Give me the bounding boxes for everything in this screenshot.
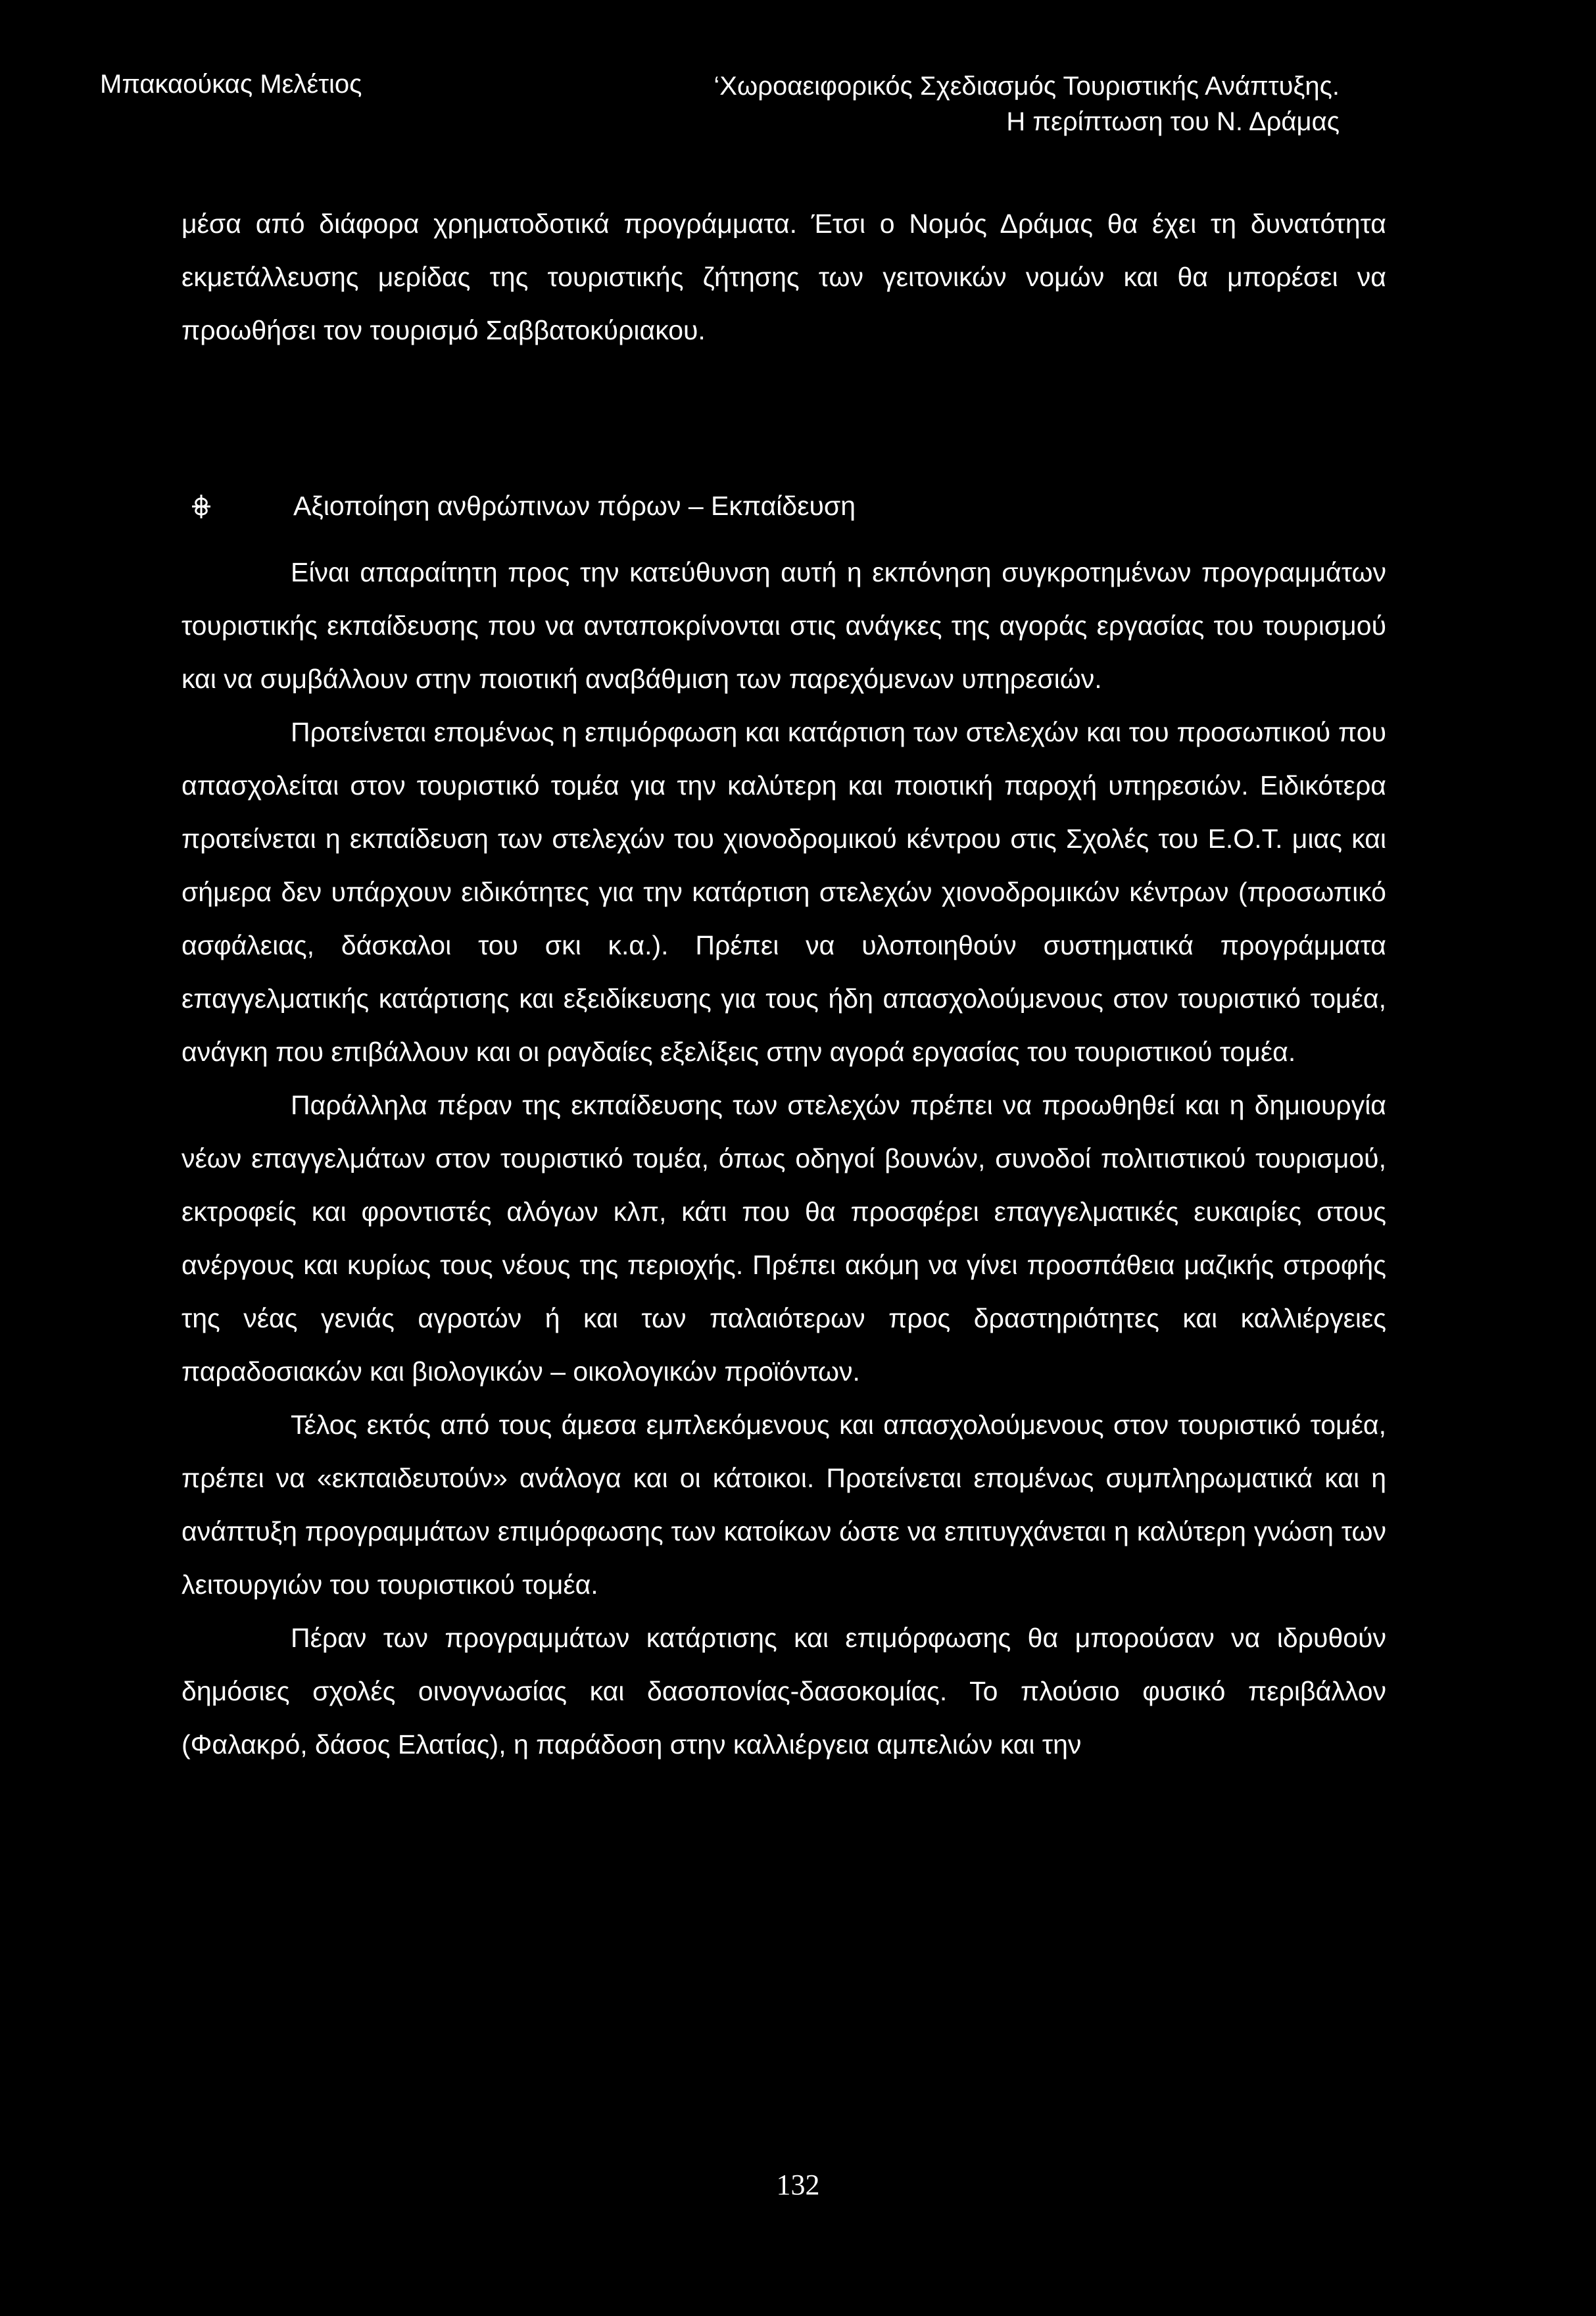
paragraph-3: Παράλληλα πέραν της εκπαίδευσης των στελεχών πρέπει να προωθηθεί και η δημιουργία νέων επαγγελμάτων στον τουριστικό τομέα, όπως οδηγοί βουνών, συνοδοί πολιτιστικού τουρισμού, εκτροφείς και φροντιστές αλόγων κλπ, κάτι που θα προσφέρει επαγγελματικές ευκαιρίες στους ανέργους και κυρίως τους νέους της περιοχής. Πρέπει ακόμη να γίνει προσπάθεια μαζικής στροφής της νέας γενιάς αγροτών ή και των παλαιότερων προς δραστηριότητες και καλλιέργειες παραδοσιακών και βιολογικών – οικολογικών προϊόντων. <box>181 1090 1386 1387</box>
header-title <box>713 68 1340 139</box>
section-heading-text: Αξιοποίηση ανθρώπινων πόρων – Εκπαίδευση <box>293 491 856 521</box>
header-title-line-2: Η περίπτωση του Ν. Δράμας <box>1006 107 1340 136</box>
paragraph-2: Προτείνεται επομένως η επιμόρφωση και κατάρτιση των στελεχών και του προσωπικού που απασχολείται στον τουριστικό τομέα για την καλύτερη και ποιοτική παροχή υπηρεσιών. Ειδικότερα προτείνεται η εκπαίδευση των στελεχών του χιονοδρομικού κέντρου στις Σχολές του Ε.Ο.Τ. μιας και σήμερα δεν υπάρχουν ειδικότητες για την κατάρτιση στελεχών χιονοδρομικών κέντρων (προσωπικό ασφάλειας, δάσκαλοι του σκι κ.α.). Πρέπει να υλοποιηθούν συστηματικά προγράμματα επαγγελματικής κατάρτισης και εξειδίκευσης για τους ήδη απασχολούμενους στον τουριστικό τομέα, ανάγκη που επιβάλλουν και οι ραγδαίες εξελίξεις στην αγορά εργασίας του τουριστικού τομέα. <box>181 717 1386 1067</box>
intro-paragraph: μέσα από διάφορα χρηματοδοτικά προγράμματα. Έτσι ο Νομός Δράμας θα έχει τη δυνατότητα εκμετάλλευσης μερίδας της τουριστικής ζήτησης των γειτονικών νομών και θα μπορέσει να προωθήσει τον τουρισμό Σαββατοκύριακου. <box>181 209 1386 345</box>
page-number: 132 <box>776 2169 820 2201</box>
section-body <box>181 546 1386 1771</box>
ornament-bullet-icon <box>188 493 214 520</box>
paragraph-4: Τέλος εκτός από τους άμεσα εμπλεκόμενους και απασχολούμενους στον τουριστικό τομέα, πρέπει να «εκπαιδευτούν» ανάλογα και οι κάτοικοι. Προτείνεται επομένως συμπληρωματικά και η ανάπτυξη προγραμμάτων επιμόρφωσης των κατοίκων ώστε να επιτυγχάνεται η καλύτερη γνώση των λειτουργιών του τουριστικού τομέα. <box>181 1410 1386 1600</box>
paragraph-5: Πέραν των προγραμμάτων κατάρτισης και επιμόρφωσης θα μπορούσαν να ιδρυθούν δημόσιες σχολές οινογνωσίας και δασοπονίας-δασοκομίας. Το πλούσιο φυσικό περιβάλλον (Φαλακρό, δάσος Ελατίας), η παράδοση στην καλλιέργεια αμπελιών και την <box>181 1623 1386 1760</box>
paragraph-1: Είναι απαραίτητη προς την κατεύθυνση αυτή η εκπόνηση συγκροτημένων προγραμμάτων τουριστικής εκπαίδευσης που να ανταποκρίνονται στις ανάγκες της αγοράς εργασίας του τουρισμού και να συμβάλλουν στην ποιοτική αναβάθμιση των παρεχόμενων υπηρεσιών. <box>181 557 1386 694</box>
header-author: Μπακαούκας Μελέτιος <box>100 70 362 99</box>
section-heading <box>188 491 856 522</box>
header-title-line-1: ‘Χωροαειφορικός Σχεδιασμός Τουριστικής Ανάπτυξης. <box>713 72 1340 101</box>
